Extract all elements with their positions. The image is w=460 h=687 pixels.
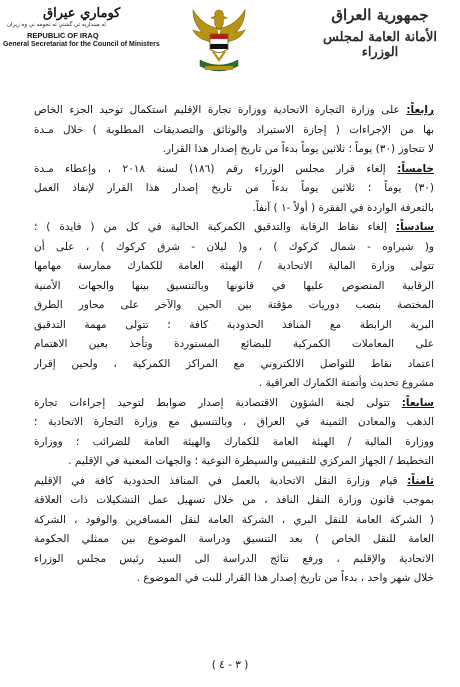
page-number: ( ٣ - ٤ )	[211, 659, 249, 671]
paragraph-line	[34, 160, 434, 180]
iraq-eagle-emblem-icon	[190, 4, 248, 80]
clause-label: رابعاً:	[406, 104, 434, 116]
letterhead-english-office: General Secretariat for the Council of Ministers	[3, 41, 160, 48]
paragraph-line: على المعاملات الكمركية للبضائع المستوردة وتأخذ بعين الاهتمام	[34, 338, 434, 350]
paragraph-text: على وزارة التجارة الاتحادية ووزارة تجارة الإقليم استكمال توحيد الجزء الخاص	[34, 104, 400, 116]
paragraph-line: الرقابية المنصوص عليها في قانونها وبالتنسيق بينها والجهات الأمنية	[34, 279, 434, 292]
paragraph-line: ( الشركة العامة للنقل البري ، الشركة العامة لنقل المسافرين والوفود ، الشركة	[34, 513, 434, 526]
paragraph-line	[34, 218, 434, 238]
paragraph-line: مشروع تحديث وأتمتة الكمارك العراقية .	[259, 377, 434, 389]
paragraph-line: خلال شهر واحد ، بدءاً من تاريخ إصدار هذا القرار للبت في الموضوع .	[136, 572, 434, 584]
paragraph-line: الاتحادية والإقليم ، ورفع نتائج الدراسة الى السيد رئيس مجلس الوزراء	[34, 552, 434, 565]
letterhead	[0, 0, 460, 84]
paragraph-line: و( شيراوه - شمال كركوك ) ، و( ليلان - شرق كركوك ) ، على أن	[34, 240, 434, 253]
letterhead-kurdish-title: كوماري عيراق	[43, 6, 121, 21]
clause-label: خامساً:	[397, 162, 434, 175]
paragraph-line: العامة للنقل الخاص ) بعد التنسيق ودراسة الموضوع بين ممثلي الحكومة	[34, 533, 434, 545]
paragraph-line: بها من الإجراءات ( إجازة الاستيراد والوثائق والتصديقات المطلوبة ) خلال مـدة	[34, 123, 434, 136]
letterhead-secretariat-title: الأمانة العامة لمجلس الوزراء	[322, 30, 438, 60]
letterhead-republic-title: جمهورية العراق	[331, 6, 429, 24]
paragraph-line: لا تتجاوز (٣٠) يوماً ؛ ثلاثين يوماً بدءاً من تاريخ إصدار هذا القرار.	[162, 143, 434, 155]
paragraph-text: إلغاء قرار مجلس الوزراء رقم (١٨٦) لسنة ٢٠١٨ ، وإعطاء مـدة	[34, 162, 386, 175]
paragraph-text: إلغاء نقاط الرقابة والتدقيق الكمركية الحالية في كل من ( فايدة ) ؛	[34, 221, 387, 233]
paragraph-line: ووزارة المالية / الهيئة العامة للكمارك والهيئة العامة للضرائب ؛ ووزارة	[34, 435, 434, 448]
letterhead-left-block	[3, 6, 173, 48]
paragraph-line	[34, 472, 434, 492]
paragraph-line: (٣٠) يوماً ؛ ثلاثين يوماً بدءاً من تاريخ إصدار هذا القرار لإنفاذ العمل	[34, 182, 434, 194]
paragraph-line: الذهب والمعادن الثمينة في العراق ، وبالتنسيق مع وزارة التجارة الاتحادية ؛	[34, 416, 434, 428]
letterhead-kurdish-subtitle: ئه مينداريه تي گشتي ئه نجومه ني وه زيران	[7, 22, 106, 28]
document-body	[34, 101, 434, 589]
paragraph-text: قيام وزارة النقل الاتحادية بالعمل في المنافذ الحدودية كافة في الإقليم	[34, 474, 398, 487]
paragraph-line: البرية الرابطة مع المنافذ الحدودية كافة ؛ تتولى مهمة التدقيق	[34, 318, 434, 331]
paragraph-line: تتولى وزارة المالية الاتحادية / الهيئة العامة للكمارك ممارسة مهامها	[34, 260, 434, 272]
letterhead-english-country: REPUBLIC OF IRAQ	[27, 31, 99, 40]
clause-label: سابعاً:	[401, 396, 434, 409]
paragraph-line	[34, 394, 434, 414]
paragraph-line: بالتعرفة الواردة في الفقرة ( أولاً -١ ) آنفاً.	[252, 201, 434, 214]
paragraph-line: التخطيط / الجهاز المركزي للتقييس والسيطرة النوعية ؛ والجهات المعنية في الإقليم .	[68, 455, 434, 467]
paragraph-text: تتولى لجنة الشؤون الاقتصادية إصدار ضوابط لتوحيد إجراءات تجارة	[34, 396, 390, 409]
paragraph-line	[34, 101, 434, 121]
paragraph-line: المختصة بنصب دوريات مؤقتة بين الحين والآخر على محاور الطرق	[34, 299, 434, 311]
paragraph-line: بموجب قانون وزارة النقل النافذ ، من خلال تسهيل عمل التشكيلات ذات العلاقة	[34, 494, 434, 506]
letterhead-right-block	[310, 6, 450, 60]
clause-label: ثامناً:	[407, 474, 434, 487]
clause-label: سادساً:	[395, 221, 434, 233]
paragraph-line: اعتماد نقاط للتواصل الالكتروني مع المراكز الكمركية ، ولحين إقرار	[34, 357, 434, 370]
